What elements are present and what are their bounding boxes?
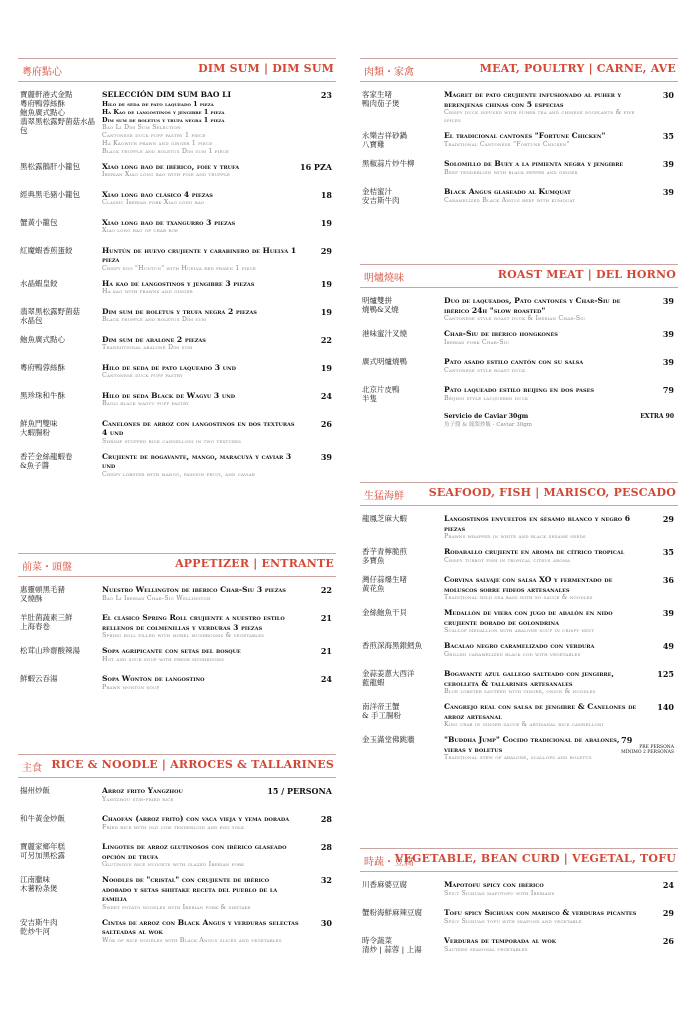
item-name-cn: 金蒜姜蔥大西洋 藍龍蝦 [362, 669, 415, 687]
item-description: Crispy duck infused with puher tea and chinese eggplants & five spices [444, 109, 635, 124]
item-body [444, 357, 678, 375]
item-name: Hilo de seda de pato laqueado 3 und [102, 362, 236, 372]
item-name-cn: 龍鳳芝麻大蝦 [362, 514, 407, 523]
item-description: Prawns wrapped in white and black sesame seeds [444, 533, 586, 540]
item-description: Beef tenderloin with black pepper and ginger [444, 168, 578, 176]
item-name-cn: 灣仔蒜爆生啫 黃花魚 [362, 575, 407, 593]
section-header [18, 58, 336, 82]
item-body [444, 385, 678, 403]
item-body [444, 608, 678, 635]
item-price: 49 [662, 641, 674, 651]
item-price: 19 [320, 306, 332, 317]
item-description: King crab in ginger sauce & artisanal rice cannelloni [444, 721, 604, 728]
item-name: Pato asado estilo cantón con su salsa [444, 357, 584, 366]
section-seafood [360, 482, 678, 768]
item-price: 30 [320, 917, 332, 928]
item-list [18, 585, 336, 696]
caviar-label: Servicio de Caviar 30gm [444, 413, 529, 420]
item-description: Cantonese duck puff pastry [102, 372, 183, 379]
item-description: Hot and sour soup with fresh mushrooms [102, 655, 225, 663]
section-header [360, 58, 678, 82]
item-price: 22 [320, 585, 332, 595]
item-name: Nuestro Wellington de ibérico Char-Siu 3 piezas [102, 585, 286, 594]
menu-item [18, 842, 336, 869]
item-name: Cangrejo real con salsa de jengibre & Canelones de arroz artesanal [444, 702, 637, 721]
section-title-cn: 生猛海鮮 [364, 491, 404, 502]
item-description: Wok of rice noodles with Black Angus slices and vegetables [102, 936, 282, 944]
item-name: Cintas de arroz con Black Angus y verduras selectas salteadas al wok [102, 917, 299, 936]
item-subitems: Hilo de seda de pato laqueado 1 pieza Ha Kao de langostinos y jengibre 1 pieza Dim sum de boletus y trufa negra 1 pieza [102, 99, 225, 124]
section-title: APPETIZER | ENTRANTE [175, 557, 334, 570]
item-name: Tofu spicy Sichuan con marisco & verduras picantes [444, 908, 637, 917]
item-body [102, 842, 336, 869]
item-price: 29 [662, 908, 674, 918]
item-name: Duo de laqueados, Pato cantonés y Char-Siu de ibérico 24h "slow roasted" [444, 296, 621, 315]
menu-item [360, 880, 678, 902]
item-name-cn: 粵府鴨蓉絲酥 [20, 362, 65, 372]
menu-item [360, 735, 678, 762]
item-body [102, 585, 336, 603]
item-body [102, 918, 336, 945]
menu-item [18, 452, 336, 479]
section-dimsum [18, 58, 336, 485]
item-description: Sautéed seasonal vegetables [444, 945, 528, 953]
item-name-cn: 蟹黃小籠包 [20, 217, 58, 227]
item-price: 79 PRE PERSONA MÍNIMO 2 PERSONAS [621, 735, 674, 755]
item-name-cn: 明爐雙拼 燒鴨&叉燒 [362, 296, 399, 314]
item-name-cn: 黑珍珠和牛酥 [20, 390, 65, 400]
item-body [102, 90, 336, 156]
item-price: 19 [320, 362, 332, 373]
menu-item [18, 419, 336, 446]
item-name-cn: 鮮蝦云吞湯 [20, 674, 58, 683]
item-name-cn: 黑椒蒜片炒牛柳 [362, 159, 415, 168]
item-price: 16 PZA [300, 161, 332, 172]
item-name-cn: 金絲鮑魚干貝 [362, 608, 407, 617]
item-description: Beijing style lacquered duck [444, 394, 529, 402]
menu-item [360, 357, 678, 379]
menu-item [18, 391, 336, 413]
item-description: Bao Li Iberian Char-Siu Wellington [102, 594, 211, 602]
section-title-cn: 前菜・頭盤 [22, 562, 72, 573]
item-name-cn: 惠靈頓黑毛豬 叉燒酥 [20, 585, 65, 603]
item-name: Bogavante azul gallego salteado con jengibre, cebolleta & tallarines artesanales [444, 669, 615, 688]
item-name-cn: 北京片皮鴨 半隻 [362, 385, 400, 403]
item-price: 15 / PERSONA [267, 786, 332, 796]
item-price: 140 [657, 702, 674, 712]
item-body [444, 90, 678, 125]
menu-item [18, 875, 336, 912]
menu-item [360, 90, 678, 125]
item-name: Hilo de seda Black de Wagyu 3 und [102, 390, 236, 400]
item-description: Crispy turbot fish in tropical citrus aroma [444, 556, 571, 564]
section-rice [18, 754, 336, 951]
menu-item [360, 329, 678, 351]
item-description: Grilled caramelized black cod with vegetables [444, 650, 581, 658]
item-name: Dim sum de abalone 2 piezas [102, 334, 206, 344]
item-name: Xiao long bao de ibérico, foie y trufa [102, 161, 240, 171]
item-body [102, 218, 336, 236]
item-name: Chaofán (arroz frito) con vaca vieja y yema dorada [102, 814, 290, 823]
item-name: Huntún de huevo crujiente y carabinero de Huelva 1 pieza [102, 245, 297, 264]
item-price: 79 [662, 385, 674, 395]
item-price: 28 [320, 842, 332, 852]
item-name: Crujiente de bogavante, mango, maracuyá y caviar 3 und [102, 451, 292, 470]
section-title-cn: 肉類・家禽 [364, 67, 414, 78]
item-name: Char-Siu de ibérico hongkonés [444, 329, 558, 338]
section-title: VEGETABLE, BEAN CURD | VEGETAL, TOFU [394, 852, 676, 865]
section-title-cn: 粵府點心 [22, 67, 62, 78]
item-name-cn: 和牛黃金炒飯 [20, 814, 65, 823]
item-name: Noodles de "cristal" con crujiente de ibérico adobado y setas shiitake receta del pueblo de la familia [102, 875, 278, 903]
item-price: 30 [662, 90, 674, 100]
item-description: Traditional wild sea bass with xo sauce & noodles [444, 594, 593, 601]
item-description: Caramelized Black Angus beef with kumquat [444, 196, 576, 204]
item-name-cn: 揚州炒飯 [20, 786, 50, 795]
item-name-cn: 松茸山珍齋酸辣湯 [20, 646, 80, 655]
item-list [360, 90, 678, 209]
item-body [102, 246, 336, 273]
item-description: Crispy egg "Huntun" with Huelva red prawn 1 piece [102, 264, 256, 272]
item-price: 21 [320, 613, 332, 623]
item-description: Trandiitional abalone Dim sum [102, 344, 193, 351]
section-header [360, 848, 678, 872]
item-name-cn: 羊肚菌蔬素三鮮 上海春卷 [20, 613, 73, 631]
item-price: 19 [320, 217, 332, 228]
menu-item [360, 608, 678, 635]
item-price: 24 [320, 674, 332, 684]
item-name-cn: 金玉滿堂佛跳牆 [362, 735, 415, 744]
item-description: Bao Li Dim Sum Selection Cantonese duck puff pastry 1 piece Ha Kaowith prawn and ginger 1 piece Black truffle and boletus Dim sum 1 piece [102, 123, 229, 155]
item-body [444, 187, 678, 205]
menu-item [360, 514, 678, 541]
item-price: 39 [320, 451, 332, 462]
section-header [360, 264, 678, 288]
item-name: Xiao long bao de txangurro 3 piezas [102, 217, 236, 227]
item-description: Baoli black wagyu puff pastry [102, 400, 190, 407]
item-price: 39 [662, 296, 674, 306]
menu-item [360, 159, 678, 181]
item-body [444, 641, 678, 659]
item-price: 32 [320, 875, 332, 885]
item-name-cn: 時令蔬菜 清炒 | 蒜蓉 | 上湯 [362, 936, 422, 954]
item-price: 39 [662, 357, 674, 367]
menu-item [18, 90, 336, 156]
item-body [444, 296, 678, 323]
section-roast [360, 264, 678, 428]
item-name: "Buddha Jump" Cocido tradicional de abalones, vieras y boletus [444, 735, 620, 754]
item-price: 125 [657, 669, 674, 679]
item-description: Yangzhou stir-fried rice [102, 795, 174, 803]
item-body [102, 875, 336, 912]
item-name-cn: 翡翠黑松露野菌菇 水晶包 [20, 306, 80, 325]
item-body [444, 575, 678, 602]
item-name-cn: 永樂吉祥砂鍋 八寶雞 [362, 131, 407, 149]
menu-item [18, 814, 336, 836]
item-name: Canelones de arroz con langostinos en dos texturas 4 und [102, 418, 295, 437]
item-body [102, 613, 336, 640]
item-list [18, 90, 336, 479]
item-description: Blue lobster sautéed with ginger, onion & noodles [444, 688, 596, 695]
item-description: Spring roll filled with morel mushrooms & vegetables [102, 632, 265, 639]
item-name-cn: 江南臘味 木薯粉条煲 [20, 875, 58, 893]
item-name-cn: 寶麗家鄉年糕 可另加黑松露 [20, 842, 65, 860]
item-name-cn: 鮑魚廣式點心 [20, 334, 65, 344]
item-body [102, 363, 336, 381]
item-name: Solomillo de Buey a la pimienta negra y jengibre [444, 159, 624, 168]
item-name: Bacalao negro caramelizado con verdura [444, 641, 595, 650]
section-header [360, 482, 678, 506]
caviar-price: EXTRA 90 [640, 413, 674, 420]
item-name-cn: 經典黑毛豬小籠包 [20, 189, 80, 199]
section-header [18, 553, 336, 577]
item-name: Pato laqueado estilo beijing en dos pases [444, 385, 595, 394]
item-name: Lingotes de arroz glutinosos con ibérico glaseado opción de trufa [102, 842, 287, 861]
caviar-service [444, 413, 678, 428]
section-header [18, 754, 336, 778]
item-name: Rodaballo crujiente en aroma de cítrico tropical [444, 547, 625, 556]
menu-item [18, 307, 336, 329]
item-body [102, 335, 336, 353]
item-name: Sopa Wonton de langostino [102, 674, 205, 683]
item-description: Ha kao with prawns and ginger [102, 288, 193, 295]
item-body [444, 329, 678, 347]
item-body [102, 391, 336, 409]
item-price: 29 [662, 514, 674, 524]
caviar-subtitle: 魚子醬 & 鳳梨炒飯 - Caviar 30gm [444, 422, 532, 428]
item-body [102, 190, 336, 208]
item-body [444, 514, 678, 541]
section-meat [360, 58, 678, 215]
item-name-cn: 水晶蝦皇餃 [20, 278, 58, 288]
menu-item [360, 575, 678, 602]
item-price: 26 [320, 418, 332, 429]
menu-item [360, 641, 678, 663]
item-price: 22 [320, 334, 332, 345]
item-name: Black Angus glaseado al Kumquat [444, 187, 571, 196]
menu-item [18, 646, 336, 668]
item-list [360, 514, 678, 762]
item-body [444, 669, 678, 696]
item-name-cn: 安吉斯牛肉 乾炒牛河 [20, 917, 58, 936]
menu-item [360, 908, 678, 930]
item-name-cn: 川香麻婆豆腐 [362, 880, 407, 889]
menu-item [18, 585, 336, 607]
item-description: Fried rice with old cow tenderloin and egg yolk [102, 823, 245, 831]
item-name-cn: 蟹粉海鮮麻辣豆腐 [362, 908, 422, 917]
item-description: Iberian Xiao long bao with foie and truffle [102, 171, 231, 178]
item-name-cn: 紅魔蝦香煎蛋餃 [20, 245, 73, 255]
item-name: Xiao long bao clásico 4 piezas [102, 189, 213, 199]
item-body [102, 307, 336, 325]
item-name: Langostinos envueltos en sésamo blanco y negro 6 piezas [444, 514, 631, 533]
menu-item [18, 786, 336, 808]
section-title: RICE & NOODLE | ARROCES & TALLARINES [51, 758, 334, 771]
menu-item [360, 187, 678, 209]
item-name-cn: 南洋帝王蟹 & 手工腸粉 [362, 702, 402, 720]
item-name-cn: 香煎深海黑銀鱈魚 [362, 641, 422, 650]
item-body [444, 702, 678, 729]
item-name: Verduras de temporada al wok [444, 936, 557, 945]
item-body [102, 646, 336, 664]
item-name: Sopa agripicante con setas del bosque [102, 646, 241, 655]
item-description: Black truffle and boletus Dim sum [102, 316, 207, 323]
item-price: 24 [320, 390, 332, 401]
item-price: 26 [662, 936, 674, 946]
item-name: SELECCIÓN DIM SUM BAO LI [102, 90, 232, 99]
item-name-cn: 客家生啫 鴨肉茄子煲 [362, 90, 400, 108]
menu-item [18, 218, 336, 240]
menu-item [360, 131, 678, 153]
item-description: Traditional Cantonese "Fortune Chicken" [444, 140, 570, 148]
menu-item [360, 385, 678, 407]
menu-item [360, 936, 678, 958]
item-description: Xiao long bao of crab roe [102, 227, 179, 234]
item-name: El clásico Spring Roll crujiente a nuestro estilo rellenos de colmenillas y verduras 3 piezas [102, 613, 285, 632]
section-title: DIM SUM | DIM SUM [198, 62, 334, 75]
item-description: Scallop medallion with abalone soup in crispy nest [444, 627, 594, 634]
section-title: ROAST MEAT | DEL HORNO [497, 268, 676, 281]
item-description: Traditional stew of abalone, scallops and boletus [444, 754, 592, 761]
item-name: Arroz frito Yangzhou [102, 786, 183, 795]
item-body [444, 159, 678, 177]
item-description: Spicy Sichuan mapotofu with Iberians [444, 889, 555, 897]
item-description: Cantonese style roast duck [444, 366, 526, 374]
item-description: Sweet potato noodles with Iberian pork & shiitake [102, 903, 251, 911]
menu-item [18, 246, 336, 273]
item-price: 36 [662, 575, 674, 585]
item-body [102, 419, 336, 446]
menu-item [18, 613, 336, 640]
item-price: 39 [662, 608, 674, 618]
item-list [18, 786, 336, 945]
item-description: Cantonese style roast duck & Iberian Char-Siu [444, 315, 586, 322]
item-name: El tradicional cantonés "Fortune Chicken" [444, 131, 606, 140]
item-name: Corvina salvaje con salsa XO y fermentado de moluscos sobre fideos artesanales [444, 575, 613, 594]
item-name: Dim sum de boletus y trufa negra 2 piezas [102, 306, 257, 316]
section-title: MEAT, POULTRY | CARNE, AVE [479, 62, 676, 75]
section-title-cn: 明爐燒味 [364, 273, 404, 284]
item-body [444, 547, 678, 565]
item-name-cn: 港味蜜汁叉燒 [362, 329, 407, 338]
item-name-cn: 香芋青檸脆煎 多寶魚 [362, 547, 407, 565]
section-appetizer [18, 553, 336, 702]
item-price: 23 [320, 90, 332, 100]
item-list [360, 880, 678, 958]
item-price: 35 [662, 547, 674, 557]
item-price: 18 [320, 189, 332, 200]
section-veg [360, 848, 678, 964]
item-body [102, 279, 336, 297]
item-description: Iberian pork Char-Siu [444, 338, 510, 346]
item-name-cn: 黑松露鵝肝小籠包 [20, 161, 80, 171]
item-body [102, 452, 336, 479]
item-name-cn: 香芒金絲龍蝦卷 &魚子醬 [20, 451, 73, 470]
menu-item [360, 547, 678, 569]
menu-item [18, 918, 336, 945]
item-body [444, 880, 678, 898]
item-description: Shrimp stuffed rice cannelloni in two textures [102, 437, 242, 445]
item-price: 35 [662, 131, 674, 141]
item-body [444, 131, 678, 149]
item-name: Mapotofu spicy con ibérico [444, 880, 544, 889]
menu-item [18, 190, 336, 212]
item-price: 28 [320, 814, 332, 824]
item-body [444, 908, 678, 926]
item-price: 39 [662, 187, 674, 197]
item-name-cn: 廣式明爐燒鴨 [362, 357, 407, 366]
menu-item [18, 363, 336, 385]
menu-item [18, 279, 336, 301]
menu-item [360, 296, 678, 323]
item-description: Prawn wonton soup [102, 683, 160, 691]
item-description: Crispy lobster with mango, passion fruit, and caviar [102, 470, 256, 478]
section-title-cn: 時蔬・豆腐 [364, 857, 414, 868]
item-name-cn: 金桔蜜汁 安吉斯牛肉 [362, 187, 400, 205]
item-name: Magret de pato crujiente infusionado al puher y berenjenas chinas con 5 especias [444, 90, 622, 109]
item-price: 24 [662, 880, 674, 890]
item-description: Glutinous rice nuggets with glazed Iberian pork [102, 861, 245, 868]
section-title-cn: 主食 [22, 763, 42, 774]
item-name: Medallón de viera con jugo de abalón en nido crujiente dorado de golondrina [444, 608, 613, 627]
menu-item [360, 702, 678, 729]
item-price: 29 [320, 245, 332, 256]
item-name-cn: 寶麗軒港式金點 粵府鴨蓉絲酥 鮑魚廣式點心 翡翠黑松露野菌菇水晶包 [20, 90, 95, 135]
item-description: Spicy Sichuan tofu with seafood and vegetable [444, 917, 582, 925]
menu-item [360, 669, 678, 696]
item-list [360, 296, 678, 428]
item-body [102, 674, 336, 692]
item-price: 39 [662, 159, 674, 169]
item-body [444, 936, 678, 954]
item-name: Ha kao de langostinos y jengibre 3 piezas [102, 278, 255, 288]
item-description: Classic Iberian pork Xiao long bao [102, 199, 205, 206]
item-price: 39 [662, 329, 674, 339]
menu-item [18, 162, 336, 184]
item-name-cn: 鮮魚門雙味 大蝦腸粉 [20, 418, 58, 437]
menu-item [18, 674, 336, 696]
item-body [102, 814, 336, 832]
item-price: 19 [320, 278, 332, 289]
menu-item [18, 335, 336, 357]
section-title: SEAFOOD, FISH | MARISCO, PESCADO [428, 486, 676, 499]
price-note: PRE PERSONA MÍNIMO 2 PERSONAS [621, 745, 674, 755]
item-price: 21 [320, 646, 332, 656]
